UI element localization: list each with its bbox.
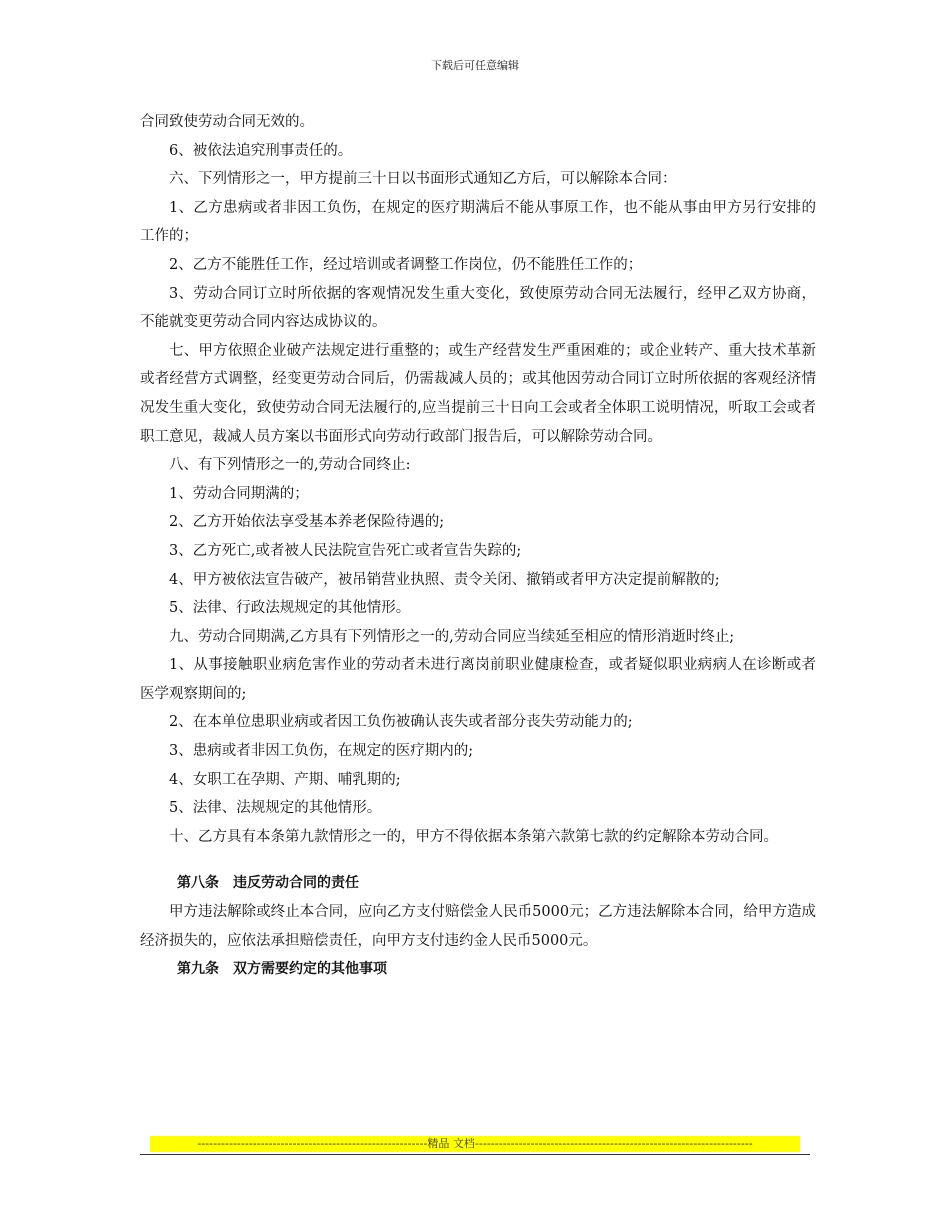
paragraph: 3、劳动合同订立时所依据的客观情况发生重大变化，致使原劳动合同无法履行，经甲乙双方协商，不能就变更劳动合同内容达成协议的。 [140, 285, 816, 331]
paragraph: 合同致使劳动合同无效的。 [140, 114, 314, 130]
paragraph: 2、乙方开始依法享受基本养老保险待遇的; [169, 514, 445, 531]
section-spacer [140, 851, 816, 869]
paragraph: 七、甲方依照企业破产法规定进行重整的；或生产经营发生严重困难的；或企业转产、重大技术革新或者经营方式调整，经变更劳动合同后，仍需裁减人员的；或其他因劳动合同订立时所依据的客观经济情况发生重大变化，致使劳动合同无法履行的,应当提前三十日向工会或者全体职工说明情况，听取工会或者职工意见，裁减人员方案以书面形式向劳动行政部门报告后，可以解除劳动合同。 [140, 342, 816, 445]
paragraph: 3、乙方死亡,或者被人民法院宣告死亡或者宣告失踪的; [169, 542, 522, 559]
paragraph: 九、劳动合同期满,乙方具有下列情形之一的,劳动合同应当续延至相应的情形消逝时终止; [169, 628, 735, 645]
document-body [140, 108, 816, 984]
paragraph: 六、下列情形之一，甲方提前三十日以书面形式通知乙方后，可以解除本合同： [169, 171, 677, 188]
paragraph: 十、乙方具有本条第九款情形之一的，甲方不得依据本条第六款第七款的约定解除本劳动合同。 [169, 828, 778, 845]
paragraph: 6、被依法追究刑事责任的。 [169, 142, 353, 159]
paragraph: 5、法律、行政法规规定的其他情形。 [169, 600, 411, 617]
paragraph: 4、甲方被依法宣告破产，被吊销营业执照、责令关闭、撤销或者甲方决定提前解散的; [169, 571, 720, 588]
page-footer [150, 1136, 800, 1152]
paragraph: 1、从事接触职业病危害作业的劳动者未进行离岗前职业健康检查，或者疑似职业病病人在诊断或者医学观察期间的; [140, 657, 816, 702]
paragraph: 5、法律、法规规定的其他情形。 [169, 800, 382, 817]
paragraph: 八、有下列情形之一的,劳动合同终止: [169, 457, 411, 474]
paragraph: 3、患病或者非因工负伤，在规定的医疗期内的; [169, 743, 474, 760]
footer-banner: ----------------------------------------------------------精品 文档---------------------------------------------------------------------- [150, 1136, 800, 1152]
paragraph: 2、在本单位患职业病或者因工负伤被确认丧失或者部分丧失劳动能力的; [169, 714, 633, 731]
paragraph: 4、女职工在孕期、产期、哺乳期的; [169, 771, 401, 788]
paragraph: 2、乙方不能胜任工作，经过培训或者调整工作岗位，仍不能胜任工作的； [169, 256, 643, 273]
footer-rule [140, 1154, 810, 1155]
paragraph: 1、劳动合同期满的； [169, 485, 309, 502]
paragraph: 1、乙方患病或者非因工负伤，在规定的医疗期满后不能从事原工作，也不能从事由甲方另行安排的工作的； [140, 199, 816, 245]
section-heading-9: 第九条 双方需要约定的其他事项 [177, 961, 387, 978]
section-8-body: 甲方违法解除或终止本合同，应向乙方支付赔偿金人民币5000元；乙方违法解除本合同，给甲方造成经济损失的，应依法承担赔偿责任，向甲方支付违约金人民币5000元。 [140, 904, 816, 949]
section-heading-8: 第八条 违反劳动合同的责任 [177, 875, 359, 892]
page-header: 下载后可任意编辑 [431, 59, 519, 72]
